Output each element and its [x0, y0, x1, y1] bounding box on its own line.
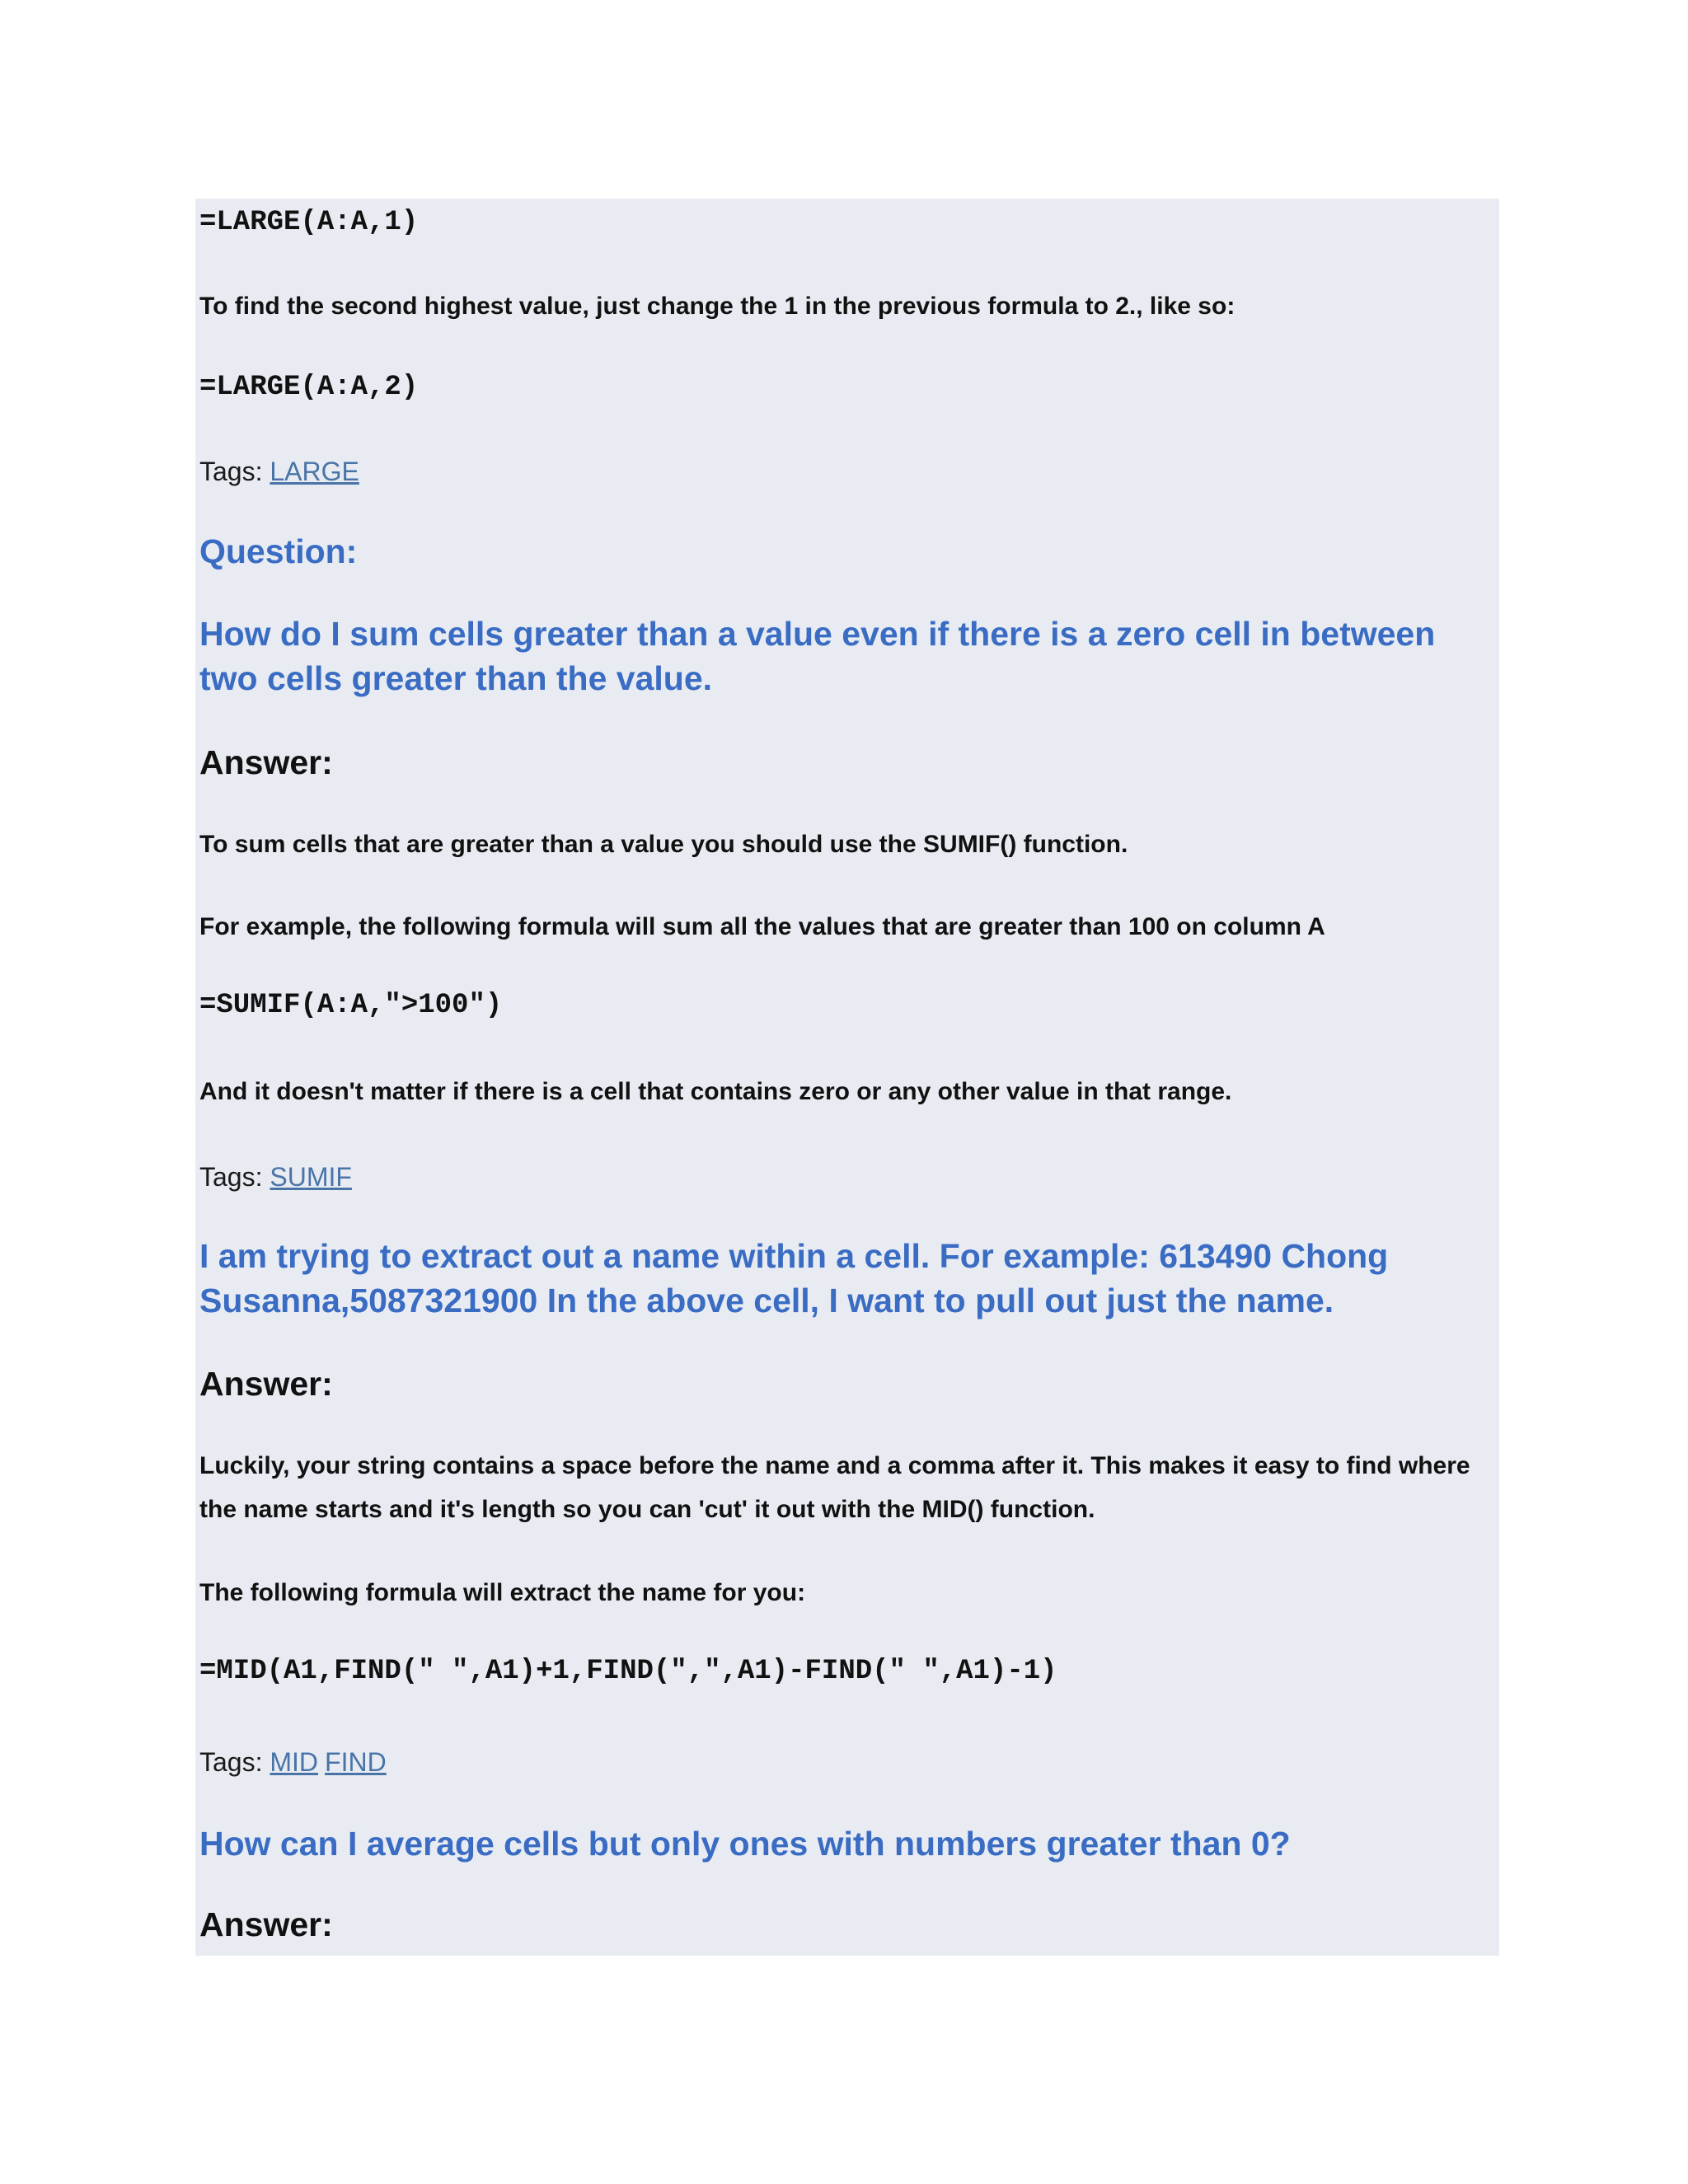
answer-heading-3: Answer: — [199, 1905, 333, 1943]
question-average-cells: How can I average cells but only ones with numbers greater than 0? — [199, 1825, 1291, 1863]
formula-large-2: =LARGE(A:A,2) — [199, 372, 419, 403]
paragraph-second-highest: To find the second highest value, just change the 1 in the previous formula to 2., like so: — [199, 293, 1236, 320]
question-extract-name: I am trying to extract out a name within a cell. For example: 613490 Chong Susanna,5087321900 In the above cell, I want to pull out just the name. — [199, 1237, 1389, 1319]
tag-link-large[interactable]: LARGE — [270, 457, 359, 486]
formula-large-1: =LARGE(A:A,1) — [199, 207, 419, 238]
tag-link-mid[interactable]: MID — [270, 1747, 319, 1777]
paragraph-luckily-line-2: the name starts and it's length so you can 'cut' it out with the MID() function. — [199, 1496, 1095, 1523]
formula-sumif: =SUMIF(A:A,">100") — [199, 990, 503, 1021]
tags-row-large — [199, 455, 366, 488]
tags-row-sumif — [199, 1160, 359, 1193]
tags-label: Tags: — [199, 457, 263, 486]
question-sum-cells: How do I sum cells greater than a value even if there is a zero cell in between two cells greater than the value. — [199, 615, 1436, 697]
paragraph-following-formula: The following formula will extract the name for you: — [199, 1579, 806, 1606]
answer-heading-2: Answer: — [199, 1365, 333, 1403]
paragraph-sumif-example: For example, the following formula will sum all the values that are greater than 100 on column A — [199, 913, 1325, 940]
tags-row-mid-find — [199, 1746, 393, 1779]
tag-link-find[interactable]: FIND — [325, 1747, 387, 1777]
formula-mid-find: =MID(A1,FIND(" ",A1)+1,FIND(",",A1)-FIND(" ",A1)-1) — [199, 1656, 1057, 1687]
paragraph-sumif-intro: To sum cells that are greater than a value you should use the SUMIF() function. — [199, 831, 1128, 858]
tags-label: Tags: — [199, 1747, 263, 1777]
answer-heading-1: Answer: — [199, 743, 333, 781]
tags-label: Tags: — [199, 1162, 263, 1192]
question-heading: Question: — [199, 532, 358, 570]
tag-link-sumif[interactable]: SUMIF — [270, 1162, 352, 1192]
paragraph-luckily-line-1: Luckily, your string contains a space before the name and a comma after it. This makes it easy to find where — [199, 1452, 1470, 1479]
paragraph-sumif-note: And it doesn't matter if there is a cell that contains zero or any other value in that range. — [199, 1078, 1232, 1105]
